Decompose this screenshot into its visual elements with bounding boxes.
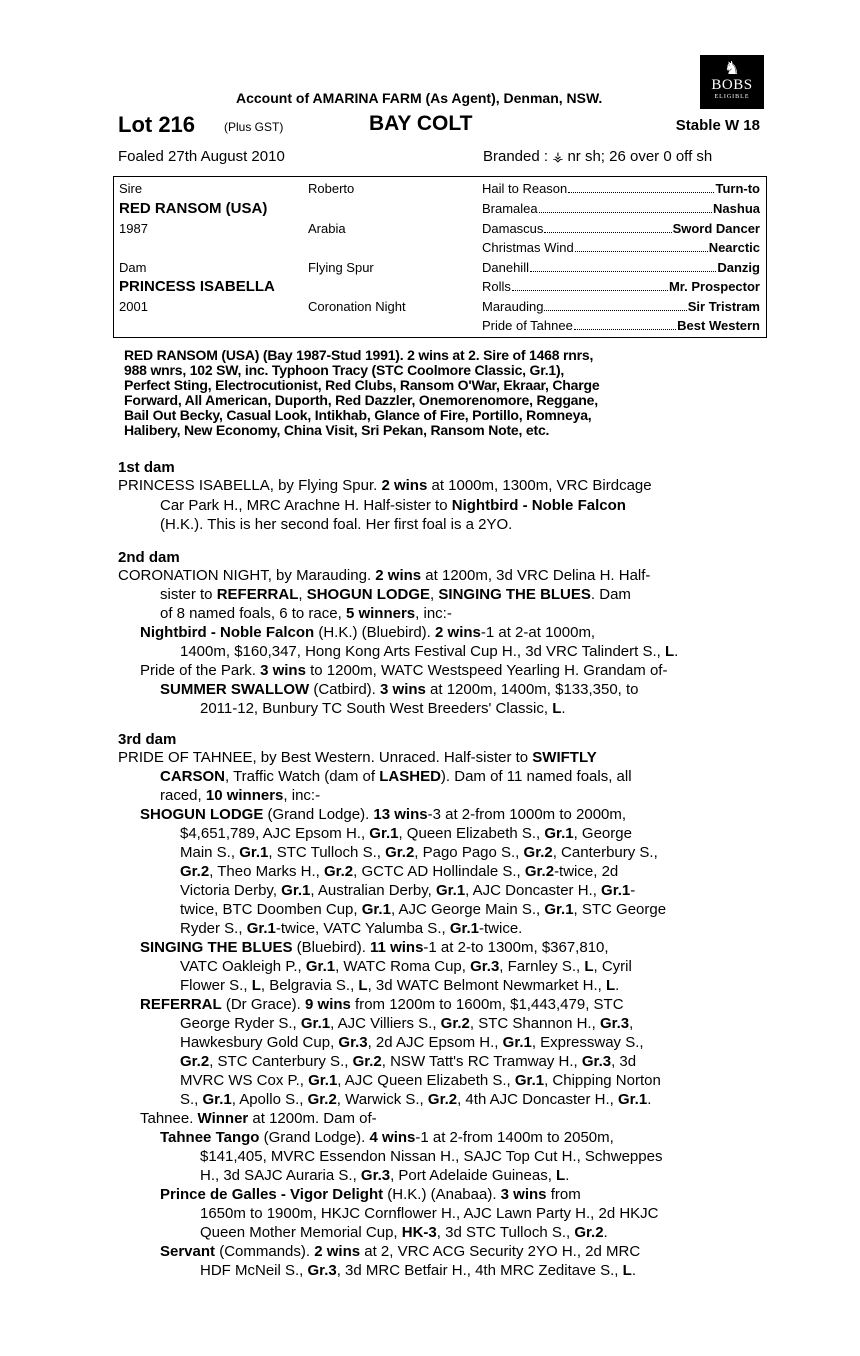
third-dam-line: Ryder S., Gr.1-twice, VATC Yalumba S., Gr.1-twice.: [180, 920, 523, 937]
second-dam-line: 2011-12, Bunbury TC South West Breeders' Classic, L.: [200, 700, 566, 717]
sire-summary-line: 988 wnrs, 102 SW, inc. Typhoon Tracy (STC Coolmore Classic, Gr.1),: [124, 362, 565, 378]
third-dam-line: MVRC WS Cox P., Gr.1, AJC Queen Elizabeth S., Gr.1, Chipping Norton: [180, 1072, 661, 1089]
granddam-row: Rolls Mr. Prospector: [482, 279, 760, 294]
third-dam-line: $141,405, MVRC Essendon Nissan H., SAJC Top Cut H., Schweppes: [200, 1148, 663, 1165]
first-dam-line: (H.K.). This is her second foal. Her first foal is a 2YO.: [160, 516, 513, 533]
dam-sire: Flying Spur: [308, 260, 374, 275]
sire-dam: Arabia: [308, 221, 346, 236]
dam-year: 2001: [119, 299, 148, 314]
third-dam-line: PRIDE OF TAHNEE, by Best Western. Unraced. Half-sister to SWIFTLY: [118, 749, 597, 766]
vendor-account: Account of AMARINA FARM (As Agent), Denman, NSW.: [236, 90, 603, 106]
foaled-date: Foaled 27th August 2010: [118, 148, 285, 165]
third-dam-line: Tahnee. Winner at 1200m. Dam of-: [140, 1110, 377, 1127]
first-dam-line: Car Park H., MRC Arachne H. Half-sister to Nightbird - Noble Falcon: [160, 497, 626, 514]
granddam-row: Danehill Danzig: [482, 260, 760, 275]
third-dam-line: Servant (Commands). 2 wins at 2, VRC ACG Security 2YO H., 2d MRC: [160, 1243, 641, 1260]
lot-header: [118, 112, 764, 138]
third-dam-line: REFERRAL (Dr Grace). 9 wins from 1200m to 1600m, $1,443,479, STC: [140, 996, 624, 1013]
third-dam-line: Flower S., L, Belgravia S., L, 3d WATC Belmont Newmarket H., L.: [180, 977, 620, 994]
lot-number: Lot 216: [118, 112, 196, 137]
horse-icon: ♞: [723, 58, 741, 78]
second-dam-line: Nightbird - Noble Falcon (H.K.) (Bluebird). 2 wins-1 at 2-at 1000m,: [140, 624, 596, 641]
third-dam-line: $4,651,789, AJC Epsom H., Gr.1, Queen Elizabeth S., Gr.1, George: [180, 825, 632, 842]
second-dam-line: Pride of the Park. 3 wins to 1200m, WATC Westspeed Yearling H. Grandam of-: [140, 662, 668, 679]
dam-dam: Coronation Night: [308, 299, 406, 314]
gst-note: (Plus GST): [224, 120, 284, 134]
second-dam-line: CORONATION NIGHT, by Marauding. 2 wins at 1200m, 3d VRC Delina H. Half-: [118, 567, 651, 584]
brand-mark-icon: ⚶: [552, 149, 564, 164]
bobs-eligible-logo: [700, 55, 764, 109]
branded-detail: nr sh; 26 over 0 off sh: [567, 148, 713, 165]
third-dam-line: H., 3d SAJC Auraria S., Gr.3, Port Adelaide Guineas, L.: [200, 1167, 570, 1184]
third-dam-line: VATC Oakleigh P., Gr.1, WATC Roma Cup, Gr.3, Farnley S., L, Cyril: [180, 958, 632, 975]
third-dam-line: CARSON, Traffic Watch (dam of LASHED). Dam of 11 named foals, all: [160, 768, 632, 785]
sire-sire: Roberto: [308, 181, 355, 196]
sire-summary-line: RED RANSOM (USA) (Bay 1987-Stud 1991). 2 wins at 2. Sire of 1468 rnrs,: [124, 347, 594, 363]
third-dam-line: Victoria Derby, Gr.1, Australian Derby, Gr.1, AJC Doncaster H., Gr.1-: [180, 882, 636, 899]
third-dam-line: SHOGUN LODGE (Grand Lodge). 13 wins-3 at 2-from 1000m to 2000m,: [140, 806, 627, 823]
third-dam-line: SINGING THE BLUES (Bluebird). 11 wins-1 at 2-to 1300m, $367,810,: [140, 939, 609, 956]
third-dam-line: Tahnee Tango (Grand Lodge). 4 wins-1 at 2-from 1400m to 2050m,: [160, 1129, 614, 1146]
granddam-row: Pride of Tahnee Best Western: [482, 318, 760, 333]
third-dam-line: Prince de Galles - Vigor Delight (H.K.) (Anabaa). 3 wins from: [160, 1186, 581, 1203]
logo-sub: ELIGIBLE: [714, 94, 750, 100]
third-dam-line: George Ryder S., Gr.1, AJC Villiers S., Gr.2, STC Shannon H., Gr.3,: [180, 1015, 634, 1032]
sire-summary-line: Halibery, New Economy, China Visit, Sri Pekan, Ransom Note, etc.: [124, 422, 550, 438]
first-dam-line: PRINCESS ISABELLA, by Flying Spur. 2 wins at 1000m, 1300m, VRC Birdcage: [118, 477, 652, 494]
granddam-row: Christmas Wind Nearctic: [482, 240, 760, 255]
sire-year: 1987: [119, 221, 148, 236]
second-dam-heading: 2nd dam: [118, 549, 180, 566]
third-dam-line: Queen Mother Memorial Cup, HK-3, 3d STC Tulloch S., Gr.2.: [200, 1224, 608, 1241]
dam-label: Dam: [119, 260, 147, 275]
third-dam-line: Hawkesbury Gold Cup, Gr.3, 2d AJC Epsom H., Gr.1, Expressway S.,: [180, 1034, 644, 1051]
third-dam-line: 1650m to 1900m, HKJC Cornflower H., AJC Lawn Party H., 2d HKJC: [200, 1205, 659, 1222]
third-dam-line: raced, 10 winners, inc:-: [160, 787, 321, 804]
sire-summary-line: Forward, All American, Duporth, Red Dazzler, Onemorenomore, Reggane,: [124, 392, 598, 408]
second-dam-line: sister to REFERRAL, SHOGUN LODGE, SINGING THE BLUES. Dam: [160, 586, 631, 603]
third-dam-line: Gr.2, Theo Marks H., Gr.2, GCTC AD Hollindale S., Gr.2-twice, 2d: [180, 863, 619, 880]
granddam-row: Marauding Sir Tristram: [482, 299, 760, 314]
second-dam-line: of 8 named foals, 6 to race, 5 winners, inc:-: [160, 605, 452, 622]
dam-name: PRINCESS ISABELLA: [119, 278, 275, 295]
sire-name: RED RANSOM (USA): [119, 200, 268, 217]
sire-label: Sire: [119, 181, 143, 196]
third-dam-heading: 3rd dam: [118, 731, 177, 748]
third-dam-line: Main S., Gr.1, STC Tulloch S., Gr.2, Pago Pago S., Gr.2, Canterbury S.,: [180, 844, 658, 861]
brand-info: [483, 148, 712, 165]
third-dam-line: HDF McNeil S., Gr.3, 3d MRC Betfair H., 4th MRC Zeditave S., L.: [200, 1262, 636, 1279]
second-dam-line: 1400m, $160,347, Hong Kong Arts Festival Cup H., 3d VRC Talindert S., L.: [180, 643, 679, 660]
sex-colour: BAY COLT: [369, 112, 473, 135]
second-dam-line: SUMMER SWALLOW (Catbird). 3 wins at 1200m, 1400m, $133,350, to: [160, 681, 639, 698]
third-dam-line: Gr.2, STC Canterbury S., Gr.2, NSW Tatt's RC Tramway H., Gr.3, 3d: [180, 1053, 637, 1070]
sire-summary: [124, 348, 762, 438]
granddam-row: Hail to Reason Turn-to: [482, 181, 760, 196]
logo-name: BOBS: [711, 77, 753, 93]
granddam-row: Damascus Sword Dancer: [482, 221, 760, 236]
third-dam-line: twice, BTC Doomben Cup, Gr.1, AJC George Main S., Gr.1, STC George: [180, 901, 667, 918]
first-dam-heading: 1st dam: [118, 459, 175, 476]
sire-summary-line: Bail Out Becky, Casual Look, Intikhab, Glance of Fire, Portillo, Romneya,: [124, 407, 592, 423]
granddam-row: Bramalea Nashua: [482, 201, 760, 216]
pedigree-table: [113, 176, 767, 338]
branded-label: Branded :: [483, 148, 549, 165]
sire-summary-line: Perfect Sting, Electrocutionist, Red Clubs, Ransom O'War, Ekraar, Charge: [124, 377, 600, 393]
stable-location: Stable W 18: [675, 117, 760, 134]
third-dam-line: S., Gr.1, Apollo S., Gr.2, Warwick S., Gr.2, 4th AJC Doncaster H., Gr.1.: [180, 1091, 652, 1108]
